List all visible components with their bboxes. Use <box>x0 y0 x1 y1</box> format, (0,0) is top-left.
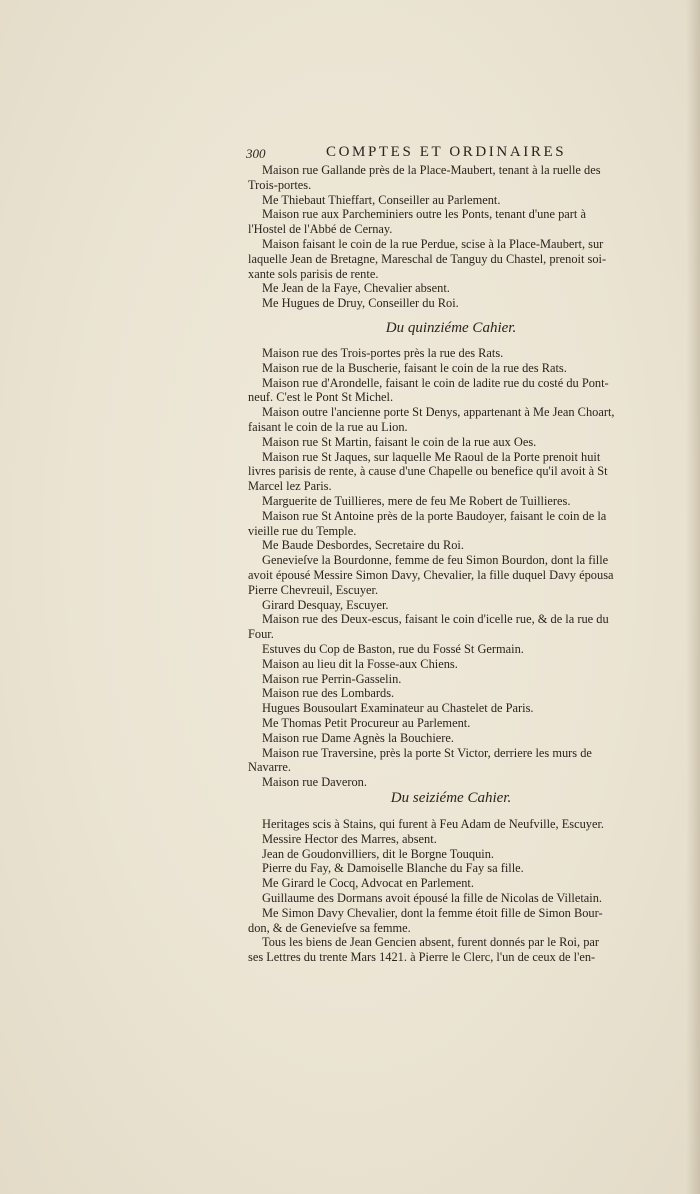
text-line: Maison rue Traversine, près la porte St Victor, derriere les murs de <box>262 745 592 760</box>
text-line: Marguerite de Tuillieres, mere de feu Me Robert de Tuillieres. <box>262 493 571 508</box>
text-line: Estuves du Cop de Baston, rue du Fossé St Germain. <box>262 641 524 656</box>
text-line: faisant le coin de la rue au Lion. <box>248 419 408 434</box>
entries-block-b <box>248 346 654 790</box>
text-line: Four. <box>248 627 274 642</box>
text-line: don, & de Genevieſve sa femme. <box>248 920 411 935</box>
text-line: Me Hugues de Druy, Conseiller du Roi. <box>262 296 459 311</box>
text-line: Maison rue St Martin, faisant le coin de la rue aux Oes. <box>262 434 537 449</box>
text-line: Pierre Chevreuil, Escuyer. <box>248 582 379 597</box>
text-line: avoit épousé Messire Simon Davy, Chevalier, la fille duquel Davy épousa <box>248 567 614 582</box>
text-line: laquelle Jean de Bretagne, Mareschal de Tanguy du Chastel, prenoit soi- <box>248 251 607 266</box>
text-line: Heritages scis à Stains, qui furent à Feu Adam de Neufville, Escuyer. <box>262 817 605 831</box>
text-line: ses Lettres du trente Mars 1421. à Pierre le Clerc, l'un de ceux de l'en- <box>248 950 596 965</box>
text-line: neuf. C'est le Pont St Michel. <box>248 390 394 405</box>
text-line: Maison rue aux Parcheminiers outre les Ponts, tenant d'une part à <box>262 207 586 222</box>
text-line: Maison rue Gallande près de la Place-Maubert, tenant à la ruelle des <box>262 163 601 177</box>
text-line: Messire Hector des Marres, absent. <box>262 831 437 846</box>
text-line: Maison outre l'ancienne porte St Denys, appartenant à Me Jean Choart, <box>262 405 615 420</box>
text-line: Me Thomas Petit Procureur au Parlement. <box>262 715 471 730</box>
text-line: xante sols parisis de rente. <box>248 266 379 281</box>
running-title: COMPTES ET ORDINAIRES <box>326 144 567 160</box>
text-line: Hugues Bousoulart Examinateur au Chastelet de Paris. <box>262 701 534 716</box>
text-line: Jean de Goudonvilliers, dit le Borgne Touquin. <box>262 846 495 861</box>
section-heading-quinzieme: Du quinziéme Cahier. <box>385 320 517 336</box>
text-line: Genevieſve la Bourdonne, femme de feu Simon Bourdon, dont la fille <box>262 553 609 568</box>
text-line: Me Thiebaut Thieffart, Conseiller au Parlement. <box>262 192 501 207</box>
text-line: Trois-portes. <box>248 177 312 192</box>
text-line: Maison rue des Trois-portes près la rue des Rats. <box>262 346 504 360</box>
text-line: Me Jean de la Faye, Chevalier absent. <box>262 281 450 296</box>
text-line: Girard Desquay, Escuyer. <box>262 597 389 612</box>
text-line: Me Simon Davy Chevalier, dont la femme étoit fille de Simon Bour- <box>262 905 603 920</box>
entries-block-c <box>248 817 654 965</box>
text-line: Maison rue Daveron. <box>262 775 367 790</box>
text-line: Guillaume des Dormans avoit épousé la fille de Nicolas de Villetain. <box>262 890 603 905</box>
text-line: Me Baude Desbordes, Secretaire du Roi. <box>262 538 464 553</box>
text-line: Tous les biens de Jean Gencien absent, furent donnés par le Roi, par <box>262 935 600 950</box>
text-line: vieille rue du Temple. <box>248 523 357 538</box>
text-line: Maison rue Perrin-Gasselin. <box>262 671 402 686</box>
section-heading-seizieme: Du seiziéme Cahier. <box>390 790 512 806</box>
text-line: Maison rue Dame Agnès la Bouchiere. <box>262 730 454 745</box>
entries-block-a <box>248 163 654 311</box>
text-line: Maison rue des Deux-escus, faisant le coin d'icelle rue, & de la rue du <box>262 612 609 627</box>
text-line: Maison rue des Lombards. <box>262 686 395 701</box>
text-line: Maison rue d'Arondelle, faisant le coin de ladite rue du costé du Pont- <box>262 375 609 390</box>
text-line: livres parisis de rente, à cause d'une Chapelle ou benefice qu'il avoit à St <box>248 464 608 479</box>
text-line: Marcel lez Paris. <box>248 479 332 494</box>
text-line: Maison rue St Antoine près de la porte Baudoyer, faisant le coin de la <box>262 508 607 523</box>
text-line: Maison rue St Jaques, sur laquelle Me Raoul de la Porte prenoit huit <box>262 449 601 464</box>
text-line: Maison faisant le coin de la rue Perdue, scise à la Place-Maubert, sur <box>262 236 604 251</box>
text-line: Navarre. <box>248 760 291 775</box>
text-line: Me Girard le Cocq, Advocat en Parlement. <box>262 876 474 891</box>
text-line: Maison au lieu dit la Fosse-aux Chiens. <box>262 656 458 671</box>
page-number: 300 <box>246 146 266 161</box>
text-line: Maison rue de la Buscherie, faisant le coin de la rue des Rats. <box>262 360 567 375</box>
text-line: l'Hostel de l'Abbé de Cernay. <box>248 222 393 237</box>
page-header <box>246 144 602 164</box>
text-line: Pierre du Fay, & Damoiselle Blanche du Fay sa fille. <box>262 861 524 876</box>
